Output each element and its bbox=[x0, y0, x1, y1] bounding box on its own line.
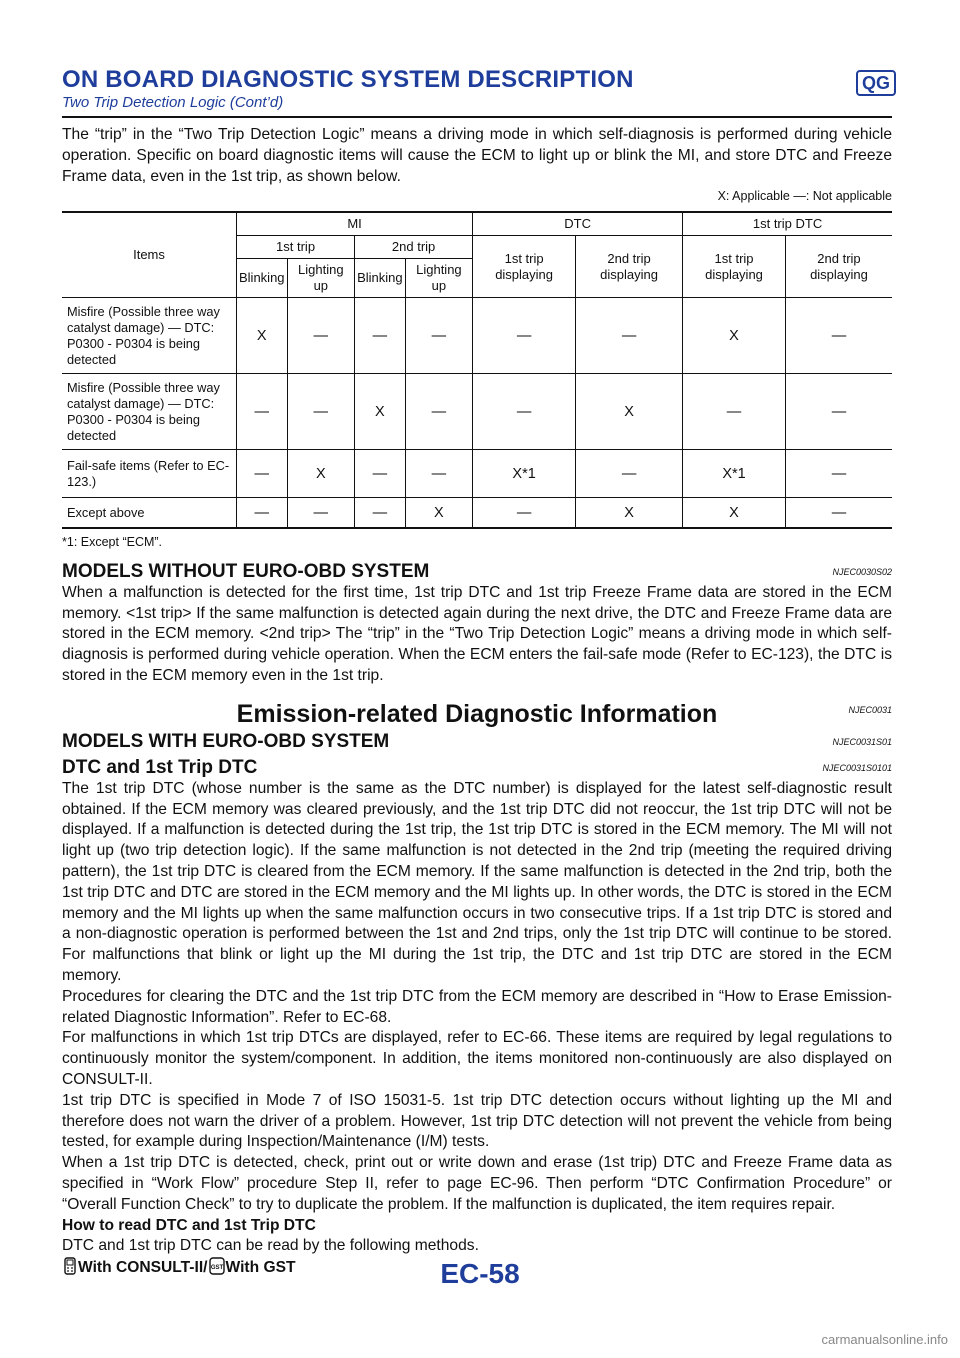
table-legend: X: Applicable —: Not applicable bbox=[717, 189, 892, 204]
cell: — bbox=[355, 450, 406, 498]
dtc-paragraph-2: Procedures for clearing the DTC and the 1st trip DTC from the ECM memory are described in “How to Erase Emission-related Diagnostic Information”. Refer to EC-68. bbox=[62, 987, 892, 1026]
cell: — bbox=[576, 298, 683, 374]
dtc-paragraph-6: DTC and 1st trip DTC can be read by the following methods. bbox=[62, 1237, 479, 1255]
models-without-title: MODELS WITHOUT EURO-OBD SYSTEM bbox=[62, 560, 430, 582]
cell: — bbox=[473, 498, 576, 528]
dtc-header: DTC bbox=[473, 212, 683, 236]
mi-second-trip-header: 2nd trip bbox=[355, 236, 473, 259]
page-subtitle: Two Trip Detection Logic (Cont’d) bbox=[62, 94, 284, 111]
models-without-text: When a malfunction is detected for the first time, 1st trip DTC and 1st trip Freeze Frame data are stored in the ECM memory. <1st trip> If the same malfunction is detected again during the next drive, the DTC and Freeze Frame data are stored in the ECM memory. <2nd trip> The “trip” in the “Two Trip Detection Logic” means a driving mode in which self-diagnosis is performed during vehicle operation. When the ECM enters the fail-safe mode (Refer to EC-123), the DTC is stored in the ECM memory even in the 1st trip. bbox=[62, 583, 892, 685]
detection-table bbox=[62, 211, 892, 529]
cell: — bbox=[237, 450, 288, 498]
cell: X bbox=[355, 374, 406, 450]
mi-header: MI bbox=[237, 212, 473, 236]
cell: — bbox=[287, 498, 355, 528]
gst-icon-text: GST bbox=[210, 1265, 223, 1272]
table-row bbox=[62, 498, 892, 528]
row-item: Except above bbox=[62, 498, 237, 528]
with-consult-label: With CONSULT-II/ bbox=[78, 1259, 208, 1277]
cell: — bbox=[576, 450, 683, 498]
mi-1-blinking: Blinking bbox=[237, 259, 288, 298]
cell: — bbox=[405, 298, 473, 374]
cell: — bbox=[287, 374, 355, 450]
section-code: NJEC0031S01 bbox=[832, 736, 892, 747]
models-with-heading bbox=[62, 731, 892, 753]
cell: — bbox=[785, 298, 892, 374]
page-number: EC-58 bbox=[440, 1258, 520, 1289]
cell: X bbox=[683, 498, 786, 528]
section-code: NJEC0031 bbox=[848, 704, 892, 715]
cell: — bbox=[473, 298, 576, 374]
dtc-paragraph-4: 1st trip DTC is specified in Mode 7 of ISO 15031-5. 1st trip DTC detection occurs without lighting up the MI and therefore does not warn the driver of a problem. However, 1st trip DTC detection will not prevent the vehicle from being tested, for example during Inspection/Maintenance (I/M) tests. bbox=[62, 1091, 892, 1151]
dtc-paragraph-5: When a 1st trip DTC is detected, check, print out or write down and erase (1st trip) DTC and Freeze Frame data as specified in “Work Flow” procedure Step II, refer to page EC-96. Then perform “DTC Confirmation Procedure” or “Overall Function Check” to try to duplicate the problem. If the malfunction is duplicated, the item requires repair. bbox=[62, 1154, 892, 1213]
first-trip-dtc-header: 1st trip DTC bbox=[683, 212, 892, 236]
row-item: Misfire (Possible three way catalyst damage) — DTC: P0300 - P0304 is being detected bbox=[62, 298, 237, 374]
cell: — bbox=[785, 498, 892, 528]
manual-page bbox=[62, 0, 892, 1282]
models-without-heading bbox=[62, 561, 892, 583]
page-header bbox=[62, 0, 892, 118]
page-title: ON BOARD DIAGNOSTIC SYSTEM DESCRIPTION bbox=[62, 66, 634, 93]
mi-1-lighting-up: Lighting up bbox=[287, 259, 355, 298]
dtc-heading bbox=[62, 757, 892, 779]
models-with-title: MODELS WITH EURO-OBD SYSTEM bbox=[62, 730, 390, 752]
cell: — bbox=[473, 374, 576, 450]
items-header: Items bbox=[62, 212, 237, 298]
engine-badge: QG bbox=[856, 70, 896, 96]
cell: — bbox=[405, 450, 473, 498]
section-code: NJEC0030S02 bbox=[832, 566, 892, 577]
cell: X bbox=[237, 298, 288, 374]
how-to-read-heading: How to read DTC and 1st Trip DTC bbox=[62, 1216, 316, 1234]
mi-2-blinking: Blinking bbox=[355, 259, 406, 298]
emission-heading bbox=[62, 699, 892, 729]
cell: X bbox=[683, 298, 786, 374]
cell: — bbox=[237, 374, 288, 450]
cell: — bbox=[405, 374, 473, 450]
table-footnote: *1: Except “ECM”. bbox=[62, 534, 163, 549]
cell: X*1 bbox=[683, 450, 786, 498]
table-row bbox=[62, 298, 892, 374]
section-code: NJEC0031S0101 bbox=[822, 762, 892, 773]
emission-title: Emission-related Diagnostic Information bbox=[236, 699, 718, 728]
cell: — bbox=[237, 498, 288, 528]
mi-first-trip-header: 1st trip bbox=[237, 236, 355, 259]
dtc-title: DTC and 1st Trip DTC bbox=[62, 756, 258, 778]
intro-paragraph: The “trip” in the “Two Trip Detection Logic” means a driving mode in which self-diagnosis is performed during vehicle operation. Specific on board diagnostic items will cause the ECM to light up or blink the MI, and store DTC and Freeze Frame data, even in the 1st trip, as shown below. bbox=[62, 126, 892, 185]
table-row bbox=[62, 374, 892, 450]
cell: — bbox=[355, 298, 406, 374]
row-item: Misfire (Possible three way catalyst damage) — DTC: P0300 - P0304 is being detected bbox=[62, 374, 237, 450]
mi-2-lighting-up: Lighting up bbox=[405, 259, 473, 298]
row-item: Fail-safe items (Refer to EC-123.) bbox=[62, 450, 237, 498]
dtc-second-trip-displaying: 2nd trip displaying bbox=[576, 236, 683, 298]
cell: X*1 bbox=[473, 450, 576, 498]
site-watermark: carmanualsonline.info bbox=[821, 1332, 948, 1347]
first-dtc-second-trip-displaying: 2nd trip displaying bbox=[785, 236, 892, 298]
cell: X bbox=[576, 374, 683, 450]
cell: X bbox=[405, 498, 473, 528]
cell: — bbox=[683, 374, 786, 450]
cell: — bbox=[785, 374, 892, 450]
with-gst-label: With GST bbox=[225, 1259, 296, 1277]
cell: X bbox=[287, 450, 355, 498]
cell: — bbox=[287, 298, 355, 374]
dtc-first-trip-displaying: 1st trip displaying bbox=[473, 236, 576, 298]
cell: X bbox=[576, 498, 683, 528]
table-row bbox=[62, 450, 892, 498]
cell: — bbox=[785, 450, 892, 498]
dtc-paragraph-1: The 1st trip DTC (whose number is the same as the DTC number) is displayed for the latest self-diagnostic result obtained. If the ECM memory was cleared previously, and the 1st trip DTC did not reoccur, the 1st trip DTC will not be displayed. If a malfunction is detected during the 1st trip, the 1st trip DTC is stored in the ECM memory. The MI will not light up (two trip detection logic). If the same malfunction is not detected in the 2nd trip (meeting the required driving pattern), the 1st trip DTC is cleared from the ECM memory. If the same malfunction is detected in the 2nd trip, both the 1st trip DTC and DTC are stored in the ECM memory and the MI lights up. In other words, the DTC is stored in the ECM memory and the MI lights up when the same malfunction occurs in two consecutive trips. If a 1st trip DTC is stored and a non-diagnostic operation is performed between the 1st and 2nd trips, only the 1st trip DTC will continue to be stored. For malfunctions that blink or light up the MI during the 1st trip, the DTC and 1st trip DTC are stored in the ECM memory. bbox=[62, 779, 892, 985]
dtc-paragraph-3: For malfunctions in which 1st trip DTCs are displayed, refer to EC-66. These items are required by legal regulations to continuously monitor the system/component. In addition, the items monitored non-continuously are also displayed on CONSULT-II. bbox=[62, 1029, 892, 1089]
first-dtc-first-trip-displaying: 1st trip displaying bbox=[683, 236, 786, 298]
cell: — bbox=[355, 498, 406, 528]
